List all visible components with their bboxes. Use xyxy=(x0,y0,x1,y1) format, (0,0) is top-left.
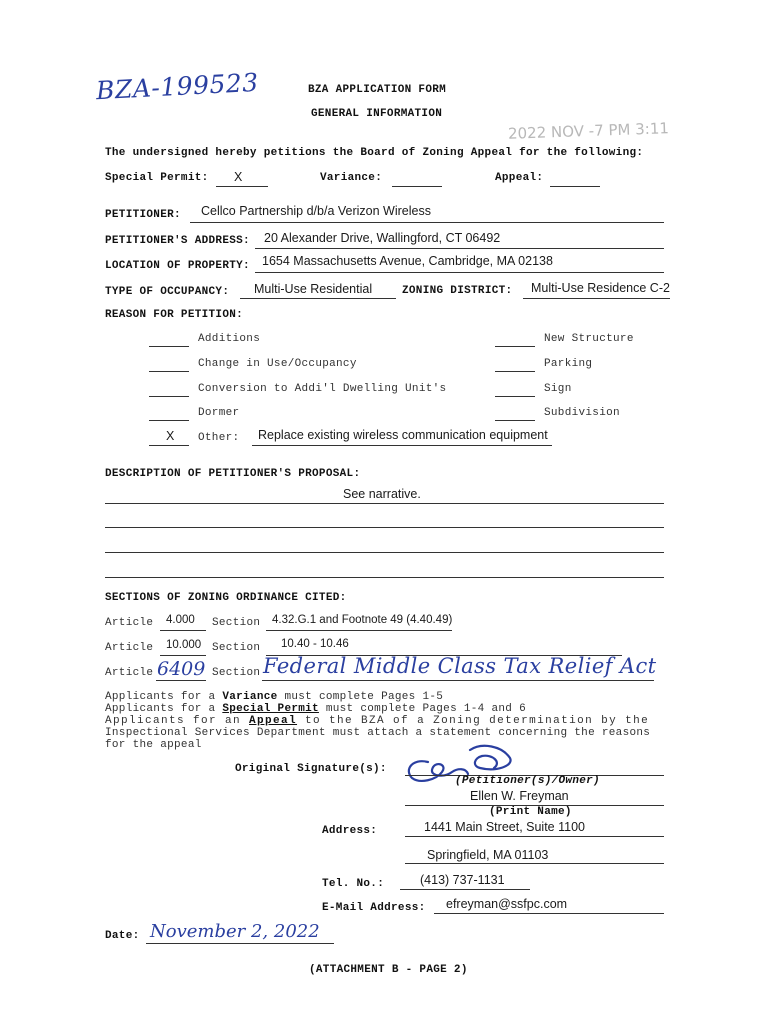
sections-label: SECTIONS OF ZONING ORDINANCE CITED: xyxy=(105,592,347,604)
reason-subdivision: Subdivision xyxy=(544,407,620,419)
article-label-2: Article xyxy=(105,642,154,654)
reason-dormer: Dormer xyxy=(198,407,240,419)
special-permit-label: Special Permit: xyxy=(105,172,209,184)
email-value[interactable]: efreyman@ssfpc.com xyxy=(446,897,568,911)
reason-parking: Parking xyxy=(544,358,593,370)
description-label: DESCRIPTION OF PETITIONER'S PROPOSAL: xyxy=(105,468,361,480)
case-number: BZA-199523 xyxy=(95,67,260,106)
article-value-1[interactable]: 4.000 xyxy=(166,614,195,626)
address-line2[interactable]: Springfield, MA 01103 xyxy=(427,848,549,862)
petitioner-value[interactable]: Cellco Partnership d/b/a Verizon Wireless xyxy=(201,204,431,218)
section-label-2: Section xyxy=(212,642,261,654)
other-value[interactable]: Replace existing wireless communication equipment xyxy=(258,428,548,442)
instruction-appeal-line3: for the appeal xyxy=(105,739,202,751)
article-value-2[interactable]: 10.000 xyxy=(166,639,202,651)
petitioner-address-value[interactable]: 20 Alexander Drive, Wallingford, CT 06492 xyxy=(264,231,501,245)
tel-value[interactable]: (413) 737-1131 xyxy=(420,873,505,887)
section-value-2[interactable]: 10.40 - 10.46 xyxy=(281,638,349,650)
section-value-3[interactable]: Federal Middle Class Tax Relief Act xyxy=(263,654,657,678)
occupancy-value[interactable]: Multi-Use Residential xyxy=(254,282,373,296)
signature-caption: (Petitioner(s)/Owner) xyxy=(455,775,600,787)
other-checkmark[interactable]: X xyxy=(166,429,175,443)
date-label: Date: xyxy=(105,930,140,942)
article-label-1: Article xyxy=(105,617,154,629)
appeal-label: Appeal: xyxy=(495,172,544,184)
instruction-special-permit: Applicants for a Special Permit must complete Pages 1-4 and 6 xyxy=(105,703,526,715)
form-subtitle: GENERAL INFORMATION xyxy=(311,108,443,120)
instruction-appeal-line2: Inspectional Services Department must attach a statement concerning the reasons xyxy=(105,727,651,739)
description-value[interactable]: See narrative. xyxy=(343,487,421,501)
date-received-stamp: 2022 NOV -7 PM 3:11 xyxy=(507,119,670,143)
section-label-1: Section xyxy=(212,617,261,629)
print-name-value[interactable]: Ellen W. Freyman xyxy=(470,789,569,803)
intro-text: The undersigned hereby petitions the Board of Zoning Appeal for the following: xyxy=(105,147,644,159)
occupancy-label: TYPE OF OCCUPANCY: xyxy=(105,286,230,298)
reason-additions: Additions xyxy=(198,333,261,345)
zoning-district-value[interactable]: Multi-Use Residence C-2 xyxy=(531,281,670,295)
signature-label: Original Signature(s): xyxy=(235,763,387,775)
special-permit-checkmark[interactable]: X xyxy=(234,170,243,184)
form-title: BZA APPLICATION FORM xyxy=(308,84,447,96)
article-value-3[interactable]: 6409 xyxy=(157,658,206,680)
address-label: Address: xyxy=(322,825,378,837)
print-name-caption: (Print Name) xyxy=(489,806,572,818)
email-label: E-Mail Address: xyxy=(322,902,426,914)
petitioner-label: PETITIONER: xyxy=(105,209,181,221)
petitioner-address-label: PETITIONER'S ADDRESS: xyxy=(105,235,250,247)
address-line1[interactable]: 1441 Main Street, Suite 1100 xyxy=(424,820,585,834)
instruction-variance: Applicants for a Variance must complete Pages 1-5 xyxy=(105,691,444,703)
reason-conversion: Conversion to Addi'l Dwelling Unit's xyxy=(198,383,447,395)
location-label: LOCATION OF PROPERTY: xyxy=(105,260,250,272)
reason-change-in-use: Change in Use/Occupancy xyxy=(198,358,357,370)
reason-label: REASON FOR PETITION: xyxy=(105,309,244,321)
instruction-appeal: Applicants for an Appeal to the BZA of a Zoning determination by the xyxy=(105,715,650,727)
reason-new-structure: New Structure xyxy=(544,333,634,345)
tel-label: Tel. No.: xyxy=(322,878,385,890)
variance-label: Variance: xyxy=(320,172,383,184)
reason-other-label: Other: xyxy=(198,432,240,444)
section-label-3: Section xyxy=(212,667,261,679)
date-value[interactable]: November 2, 2022 xyxy=(150,921,320,942)
zoning-district-label: ZONING DISTRICT: xyxy=(402,285,513,297)
location-value[interactable]: 1654 Massachusetts Avenue, Cambridge, MA 02138 xyxy=(262,254,553,268)
footer-label: (ATTACHMENT B - PAGE 2) xyxy=(309,964,468,976)
section-value-1[interactable]: 4.32.G.1 and Footnote 49 (4.40.49) xyxy=(272,614,453,626)
reason-sign: Sign xyxy=(544,383,572,395)
article-label-3: Article xyxy=(105,667,154,679)
